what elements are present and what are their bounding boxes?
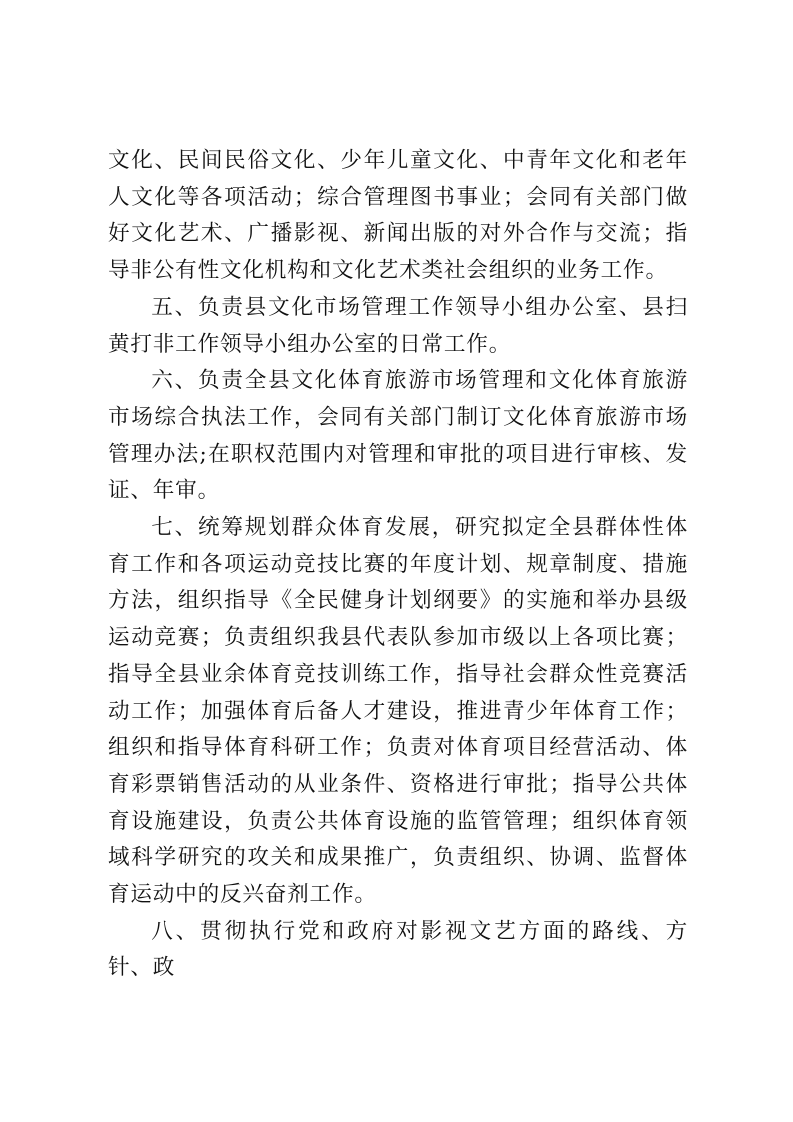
paragraph-item-6: 六、负责全县文化体育旅游市场管理和文化体育旅游市场综合执法工作，会同有关部门制订文化体育旅游市场管理办法;在职权范围内对管理和审批的项目进行审核、发证、年审。 (108, 368, 688, 504)
paragraph-item-7: 七、统筹规划群众体育发展，研究拟定全县群体性体育工作和各项运动竞技比赛的年度计划、规章制度、措施方法，组织指导《全民健身计划纲要》的实施和举办县级运动竞赛；负责组织我县代表队参加市级以上各项比赛；指导全县业余体育竞技训练工作，指导社会群众性竞赛活动工作；加强体育后备人才建设，推进青少年体育工作；组织和指导体育科研工作；负责对体育项目经营活动、体育彩票销售活动的从业条件、资格进行审批；指导公共体育设施建设，负责公共体育设施的监管管理；组织体育领域科学研究的攻关和成果推广，负责组织、协调、监督体育运动中的反兴奋剂工作。 (108, 515, 688, 908)
paragraph-item-5: 五、负责县文化市场管理工作领导小组办公室、县扫黄打非工作领导小组办公室的日常工作。 (108, 294, 688, 357)
paragraph-item-8: 八、贯彻执行党和政府对影视文艺方面的路线、方针、政 (108, 918, 688, 981)
document-body (108, 143, 688, 987)
paragraph-continuation: 文化、民间民俗文化、少年儿童文化、中青年文化和老年人文化等各项活动；综合管理图书事业；会同有关部门做好文化艺术、广播影视、新闻出版的对外合作与交流；指导非公有性文化机构和文化艺术类社会组织的业务工作。 (108, 148, 688, 284)
